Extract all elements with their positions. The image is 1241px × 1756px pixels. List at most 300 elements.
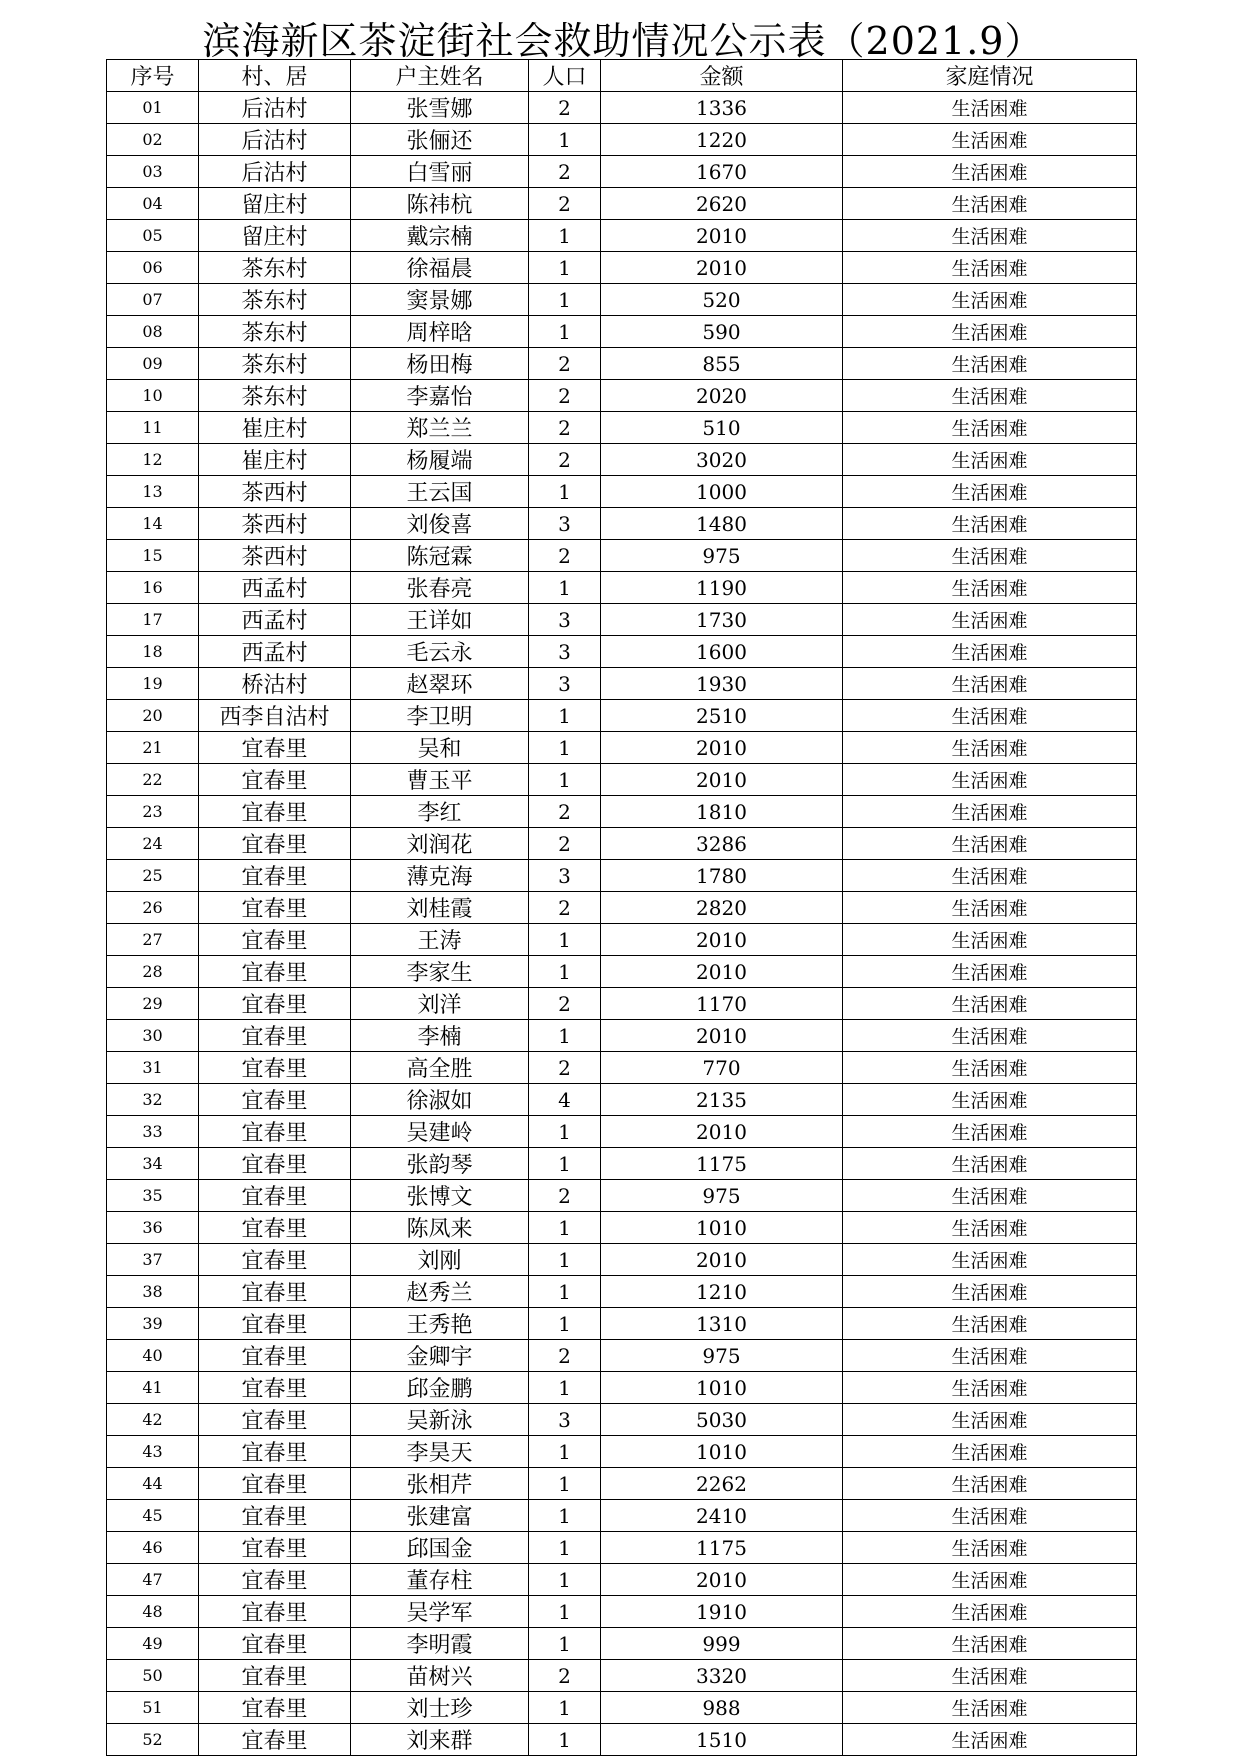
table-row — [107, 508, 1137, 540]
row-family-status: 生活困难 — [843, 700, 1137, 732]
row-village: 宜春里 — [199, 924, 351, 956]
row-index: 38 — [107, 1276, 199, 1308]
row-index: 24 — [107, 828, 199, 860]
table-row — [107, 828, 1137, 860]
row-index: 28 — [107, 956, 199, 988]
table-row — [107, 1404, 1137, 1436]
table-row — [107, 1660, 1137, 1692]
row-index: 21 — [107, 732, 199, 764]
row-family-status: 生活困难 — [843, 828, 1137, 860]
row-index: 16 — [107, 572, 199, 604]
row-householder: 张博文 — [351, 1180, 529, 1212]
row-family-status: 生活困难 — [843, 1148, 1137, 1180]
row-village: 宜春里 — [199, 1724, 351, 1756]
header-village: 村、居 — [199, 60, 351, 92]
row-family-status: 生活困难 — [843, 732, 1137, 764]
row-village: 宜春里 — [199, 1532, 351, 1564]
table-row — [107, 988, 1137, 1020]
table-row — [107, 1692, 1137, 1724]
row-population: 2 — [529, 828, 601, 860]
row-village: 宜春里 — [199, 956, 351, 988]
table-row — [107, 1724, 1137, 1756]
row-population: 1 — [529, 1724, 601, 1756]
row-amount: 2010 — [601, 1020, 843, 1052]
row-householder: 刘洋 — [351, 988, 529, 1020]
table-row — [107, 412, 1137, 444]
row-village: 后沽村 — [199, 92, 351, 124]
table-row — [107, 572, 1137, 604]
row-population: 1 — [529, 1468, 601, 1500]
row-householder: 白雪丽 — [351, 156, 529, 188]
row-index: 26 — [107, 892, 199, 924]
row-population: 4 — [529, 1084, 601, 1116]
row-population: 1 — [529, 252, 601, 284]
table-row — [107, 1340, 1137, 1372]
row-village: 宜春里 — [199, 1212, 351, 1244]
row-householder: 赵秀兰 — [351, 1276, 529, 1308]
table-row — [107, 1628, 1137, 1660]
row-amount: 2010 — [601, 1564, 843, 1596]
row-family-status: 生活困难 — [843, 636, 1137, 668]
row-population: 1 — [529, 572, 601, 604]
row-index: 50 — [107, 1660, 199, 1692]
table-row — [107, 700, 1137, 732]
row-amount: 2010 — [601, 1244, 843, 1276]
relief-table — [106, 59, 1137, 1756]
row-village: 留庄村 — [199, 188, 351, 220]
row-index: 04 — [107, 188, 199, 220]
row-index: 17 — [107, 604, 199, 636]
table-row — [107, 540, 1137, 572]
table-row — [107, 860, 1137, 892]
row-family-status: 生活困难 — [843, 572, 1137, 604]
table-row — [107, 1500, 1137, 1532]
row-population: 1 — [529, 1628, 601, 1660]
row-householder: 陈冠霖 — [351, 540, 529, 572]
row-householder: 薄克海 — [351, 860, 529, 892]
row-index: 41 — [107, 1372, 199, 1404]
row-index: 18 — [107, 636, 199, 668]
row-family-status: 生活困难 — [843, 444, 1137, 476]
row-village: 茶东村 — [199, 284, 351, 316]
row-amount: 988 — [601, 1692, 843, 1724]
row-index: 32 — [107, 1084, 199, 1116]
row-amount: 2135 — [601, 1084, 843, 1116]
row-village: 西李自沽村 — [199, 700, 351, 732]
row-family-status: 生活困难 — [843, 1404, 1137, 1436]
row-village: 茶东村 — [199, 380, 351, 412]
row-amount: 2020 — [601, 380, 843, 412]
row-amount: 1175 — [601, 1148, 843, 1180]
row-amount: 2262 — [601, 1468, 843, 1500]
row-village: 茶东村 — [199, 316, 351, 348]
row-householder: 李嘉怡 — [351, 380, 529, 412]
row-village: 宜春里 — [199, 1276, 351, 1308]
row-village: 宜春里 — [199, 988, 351, 1020]
row-family-status: 生活困难 — [843, 1116, 1137, 1148]
row-amount: 1910 — [601, 1596, 843, 1628]
row-village: 宜春里 — [199, 1500, 351, 1532]
row-village: 茶西村 — [199, 540, 351, 572]
table-row — [107, 284, 1137, 316]
row-village: 宜春里 — [199, 1404, 351, 1436]
row-amount: 1600 — [601, 636, 843, 668]
row-householder: 吴和 — [351, 732, 529, 764]
row-householder: 徐淑如 — [351, 1084, 529, 1116]
row-family-status: 生活困难 — [843, 604, 1137, 636]
header-householder: 户主姓名 — [351, 60, 529, 92]
row-family-status: 生活困难 — [843, 1628, 1137, 1660]
row-amount: 855 — [601, 348, 843, 380]
row-amount: 975 — [601, 540, 843, 572]
table-row — [107, 668, 1137, 700]
row-family-status: 生活困难 — [843, 348, 1137, 380]
row-family-status: 生活困难 — [843, 860, 1137, 892]
row-index: 10 — [107, 380, 199, 412]
table-row — [107, 92, 1137, 124]
row-village: 宜春里 — [199, 1468, 351, 1500]
row-amount: 1930 — [601, 668, 843, 700]
row-index: 51 — [107, 1692, 199, 1724]
row-village: 宜春里 — [199, 796, 351, 828]
row-householder: 张俪还 — [351, 124, 529, 156]
row-population: 2 — [529, 188, 601, 220]
row-village: 宜春里 — [199, 1628, 351, 1660]
table-row — [107, 1212, 1137, 1244]
row-amount: 3286 — [601, 828, 843, 860]
row-householder: 李昊天 — [351, 1436, 529, 1468]
row-village: 宜春里 — [199, 764, 351, 796]
table-row — [107, 1436, 1137, 1468]
row-population: 1 — [529, 1372, 601, 1404]
header-population: 人口 — [529, 60, 601, 92]
table-row — [107, 1308, 1137, 1340]
row-family-status: 生活困难 — [843, 1180, 1137, 1212]
row-householder: 戴宗楠 — [351, 220, 529, 252]
row-index: 31 — [107, 1052, 199, 1084]
row-householder: 陈祎杭 — [351, 188, 529, 220]
row-index: 15 — [107, 540, 199, 572]
row-family-status: 生活困难 — [843, 412, 1137, 444]
table-row — [107, 444, 1137, 476]
row-family-status: 生活困难 — [843, 188, 1137, 220]
row-amount: 1190 — [601, 572, 843, 604]
row-population: 1 — [529, 1532, 601, 1564]
row-amount: 975 — [601, 1340, 843, 1372]
row-population: 1 — [529, 124, 601, 156]
row-householder: 王云国 — [351, 476, 529, 508]
row-family-status: 生活困难 — [843, 1372, 1137, 1404]
table-row — [107, 1244, 1137, 1276]
row-population: 1 — [529, 284, 601, 316]
row-householder: 郑兰兰 — [351, 412, 529, 444]
row-householder: 曹玉平 — [351, 764, 529, 796]
row-amount: 1780 — [601, 860, 843, 892]
table-row — [107, 1116, 1137, 1148]
row-family-status: 生活困难 — [843, 508, 1137, 540]
row-village: 茶东村 — [199, 348, 351, 380]
table-row — [107, 892, 1137, 924]
row-family-status: 生活困难 — [843, 764, 1137, 796]
row-amount: 520 — [601, 284, 843, 316]
row-amount: 1010 — [601, 1212, 843, 1244]
row-village: 桥沽村 — [199, 668, 351, 700]
row-index: 47 — [107, 1564, 199, 1596]
row-village: 宜春里 — [199, 732, 351, 764]
table-row — [107, 1020, 1137, 1052]
row-index: 11 — [107, 412, 199, 444]
row-householder: 张韵琴 — [351, 1148, 529, 1180]
row-village: 西孟村 — [199, 572, 351, 604]
row-population: 3 — [529, 668, 601, 700]
table-row — [107, 316, 1137, 348]
row-population: 2 — [529, 1660, 601, 1692]
row-index: 27 — [107, 924, 199, 956]
row-householder: 金卿宇 — [351, 1340, 529, 1372]
row-amount: 2510 — [601, 700, 843, 732]
row-family-status: 生活困难 — [843, 220, 1137, 252]
row-population: 2 — [529, 1340, 601, 1372]
row-family-status: 生活困难 — [843, 1340, 1137, 1372]
row-population: 1 — [529, 1116, 601, 1148]
row-householder: 高全胜 — [351, 1052, 529, 1084]
table-row — [107, 636, 1137, 668]
row-index: 14 — [107, 508, 199, 540]
row-householder: 吴建岭 — [351, 1116, 529, 1148]
row-amount: 2010 — [601, 764, 843, 796]
table-header-row — [107, 60, 1137, 92]
row-householder: 李红 — [351, 796, 529, 828]
row-family-status: 生活困难 — [843, 668, 1137, 700]
row-householder: 苗树兴 — [351, 1660, 529, 1692]
table-row — [107, 1084, 1137, 1116]
row-amount: 1510 — [601, 1724, 843, 1756]
table-row — [107, 796, 1137, 828]
table-row — [107, 1052, 1137, 1084]
header-family-status: 家庭情况 — [843, 60, 1137, 92]
table-row — [107, 156, 1137, 188]
row-village: 宜春里 — [199, 1148, 351, 1180]
row-index: 42 — [107, 1404, 199, 1436]
row-householder: 徐福晨 — [351, 252, 529, 284]
row-amount: 5030 — [601, 1404, 843, 1436]
row-population: 2 — [529, 380, 601, 412]
row-householder: 刘刚 — [351, 1244, 529, 1276]
row-village: 西孟村 — [199, 604, 351, 636]
header-amount: 金额 — [601, 60, 843, 92]
row-amount: 1670 — [601, 156, 843, 188]
row-family-status: 生活困难 — [843, 924, 1137, 956]
row-village: 宜春里 — [199, 1596, 351, 1628]
row-index: 44 — [107, 1468, 199, 1500]
row-index: 48 — [107, 1596, 199, 1628]
row-population: 2 — [529, 444, 601, 476]
table-row — [107, 1564, 1137, 1596]
row-family-status: 生活困难 — [843, 316, 1137, 348]
row-family-status: 生活困难 — [843, 796, 1137, 828]
row-village: 茶西村 — [199, 508, 351, 540]
row-amount: 1010 — [601, 1436, 843, 1468]
row-index: 05 — [107, 220, 199, 252]
row-householder: 邱国金 — [351, 1532, 529, 1564]
row-householder: 刘来群 — [351, 1724, 529, 1756]
row-population: 3 — [529, 636, 601, 668]
row-family-status: 生活困难 — [843, 1308, 1137, 1340]
row-amount: 2010 — [601, 252, 843, 284]
row-family-status: 生活困难 — [843, 1660, 1137, 1692]
row-index: 36 — [107, 1212, 199, 1244]
row-family-status: 生活困难 — [843, 1564, 1137, 1596]
row-amount: 2620 — [601, 188, 843, 220]
row-householder: 赵翠环 — [351, 668, 529, 700]
row-population: 2 — [529, 892, 601, 924]
row-family-status: 生活困难 — [843, 1500, 1137, 1532]
row-village: 宜春里 — [199, 828, 351, 860]
row-family-status: 生活困难 — [843, 1084, 1137, 1116]
row-amount: 975 — [601, 1180, 843, 1212]
row-amount: 1730 — [601, 604, 843, 636]
row-index: 01 — [107, 92, 199, 124]
row-village: 宜春里 — [199, 1244, 351, 1276]
row-householder: 刘桂霞 — [351, 892, 529, 924]
row-village: 西孟村 — [199, 636, 351, 668]
row-population: 1 — [529, 316, 601, 348]
table-row — [107, 924, 1137, 956]
table-row — [107, 348, 1137, 380]
row-population: 1 — [529, 1692, 601, 1724]
table-row — [107, 252, 1137, 284]
row-householder: 杨履端 — [351, 444, 529, 476]
row-index: 34 — [107, 1148, 199, 1180]
row-index: 45 — [107, 1500, 199, 1532]
table-row — [107, 1372, 1137, 1404]
row-amount: 2820 — [601, 892, 843, 924]
row-village: 宜春里 — [199, 1372, 351, 1404]
row-amount: 770 — [601, 1052, 843, 1084]
row-index: 19 — [107, 668, 199, 700]
row-population: 1 — [529, 1308, 601, 1340]
row-householder: 杨田梅 — [351, 348, 529, 380]
row-householder: 张相芹 — [351, 1468, 529, 1500]
row-householder: 王涛 — [351, 924, 529, 956]
row-family-status: 生活困难 — [843, 476, 1137, 508]
row-amount: 2410 — [601, 1500, 843, 1532]
row-householder: 窦景娜 — [351, 284, 529, 316]
row-population: 1 — [529, 1596, 601, 1628]
row-amount: 1175 — [601, 1532, 843, 1564]
row-village: 宜春里 — [199, 1020, 351, 1052]
table-row — [107, 956, 1137, 988]
row-index: 23 — [107, 796, 199, 828]
row-village: 宜春里 — [199, 1436, 351, 1468]
table-row — [107, 220, 1137, 252]
row-population: 1 — [529, 1148, 601, 1180]
row-population: 1 — [529, 220, 601, 252]
row-householder: 周梓晗 — [351, 316, 529, 348]
row-amount: 1810 — [601, 796, 843, 828]
row-village: 留庄村 — [199, 220, 351, 252]
row-index: 52 — [107, 1724, 199, 1756]
row-family-status: 生活困难 — [843, 252, 1137, 284]
row-population: 2 — [529, 1180, 601, 1212]
row-index: 35 — [107, 1180, 199, 1212]
row-population: 1 — [529, 1276, 601, 1308]
row-population: 3 — [529, 604, 601, 636]
row-village: 宜春里 — [199, 1660, 351, 1692]
row-amount: 1000 — [601, 476, 843, 508]
table-row — [107, 1180, 1137, 1212]
row-village: 后沽村 — [199, 156, 351, 188]
row-family-status: 生活困难 — [843, 956, 1137, 988]
table-row — [107, 476, 1137, 508]
row-amount: 1210 — [601, 1276, 843, 1308]
row-village: 宜春里 — [199, 1116, 351, 1148]
table-row — [107, 1532, 1137, 1564]
row-village: 后沽村 — [199, 124, 351, 156]
row-village: 宜春里 — [199, 1564, 351, 1596]
row-amount: 3320 — [601, 1660, 843, 1692]
row-householder: 吴学军 — [351, 1596, 529, 1628]
row-index: 13 — [107, 476, 199, 508]
row-population: 3 — [529, 508, 601, 540]
row-amount: 1336 — [601, 92, 843, 124]
table-row — [107, 1148, 1137, 1180]
row-family-status: 生活困难 — [843, 1020, 1137, 1052]
row-index: 08 — [107, 316, 199, 348]
document-title: 滨海新区茶淀街社会救助情况公示表（2021.9） — [202, 22, 1044, 60]
row-householder: 邱金鹏 — [351, 1372, 529, 1404]
row-index: 03 — [107, 156, 199, 188]
row-amount: 590 — [601, 316, 843, 348]
row-amount: 510 — [601, 412, 843, 444]
row-population: 2 — [529, 796, 601, 828]
row-population: 1 — [529, 1212, 601, 1244]
row-family-status: 生活困难 — [843, 156, 1137, 188]
row-family-status: 生活困难 — [843, 92, 1137, 124]
row-index: 25 — [107, 860, 199, 892]
row-village: 宜春里 — [199, 1052, 351, 1084]
row-index: 43 — [107, 1436, 199, 1468]
row-family-status: 生活困难 — [843, 284, 1137, 316]
row-householder: 李家生 — [351, 956, 529, 988]
row-amount: 1010 — [601, 1372, 843, 1404]
row-index: 02 — [107, 124, 199, 156]
row-family-status: 生活困难 — [843, 124, 1137, 156]
row-village: 宜春里 — [199, 1180, 351, 1212]
row-index: 33 — [107, 1116, 199, 1148]
row-family-status: 生活困难 — [843, 1532, 1137, 1564]
row-householder: 董存柱 — [351, 1564, 529, 1596]
table-row — [107, 1276, 1137, 1308]
row-index: 37 — [107, 1244, 199, 1276]
row-householder: 吴新泳 — [351, 1404, 529, 1436]
row-index: 07 — [107, 284, 199, 316]
row-population: 2 — [529, 92, 601, 124]
header-index: 序号 — [107, 60, 199, 92]
row-family-status: 生活困难 — [843, 892, 1137, 924]
row-amount: 1480 — [601, 508, 843, 540]
table-row — [107, 380, 1137, 412]
row-population: 2 — [529, 412, 601, 444]
table-row — [107, 604, 1137, 636]
row-householder: 陈凤来 — [351, 1212, 529, 1244]
row-population: 3 — [529, 1404, 601, 1436]
row-population: 1 — [529, 476, 601, 508]
row-index: 20 — [107, 700, 199, 732]
row-householder: 李楠 — [351, 1020, 529, 1052]
row-family-status: 生活困难 — [843, 1436, 1137, 1468]
row-index: 06 — [107, 252, 199, 284]
